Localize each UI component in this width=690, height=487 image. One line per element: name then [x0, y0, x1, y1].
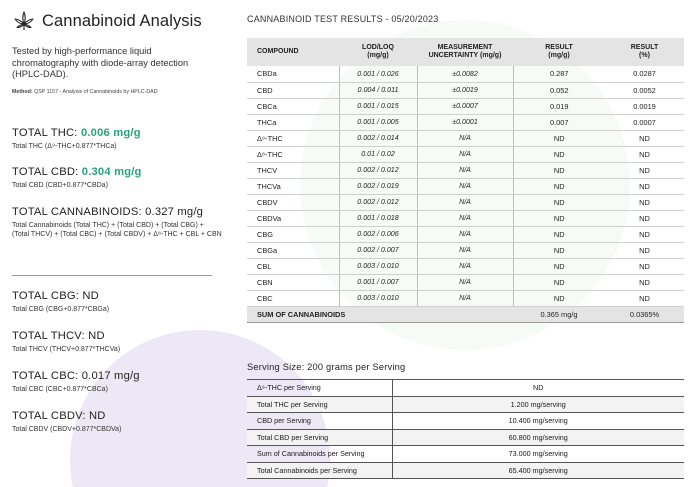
uncertainty-value: N/A: [417, 162, 513, 178]
table-row: [247, 290, 684, 306]
percent-value: ND: [605, 226, 684, 242]
compound-name: CBGa: [247, 242, 339, 258]
total-cbg-heading: TOTAL CBG: ND: [12, 290, 99, 302]
uncertainty-value: N/A: [417, 258, 513, 274]
serving-row: [247, 446, 684, 463]
table-row: [247, 210, 684, 226]
result-value: ND: [513, 194, 605, 210]
header-compound: COMPOUND: [247, 38, 339, 66]
lod-value: 0.001 / 0.015: [339, 98, 417, 114]
total-cbdv-heading: TOTAL CBDV: ND: [12, 410, 106, 422]
compound-name: CBL: [247, 258, 339, 274]
serving-value: 60.800 mg/serving: [392, 429, 684, 446]
lod-value: 0.002 / 0.012: [339, 194, 417, 210]
lod-value: 0.002 / 0.006: [339, 226, 417, 242]
result-value: ND: [513, 146, 605, 162]
uncertainty-value: N/A: [417, 178, 513, 194]
percent-value: 0.0007: [605, 114, 684, 130]
brand-section: [12, 8, 217, 95]
percent-value: ND: [605, 274, 684, 290]
serving-value: 10.400 mg/serving: [392, 413, 684, 430]
lod-value: 0.001 / 0.018: [339, 210, 417, 226]
results-header-row: [247, 38, 684, 66]
lod-value: 0.003 / 0.010: [339, 290, 417, 306]
lod-value: 0.001 / 0.005: [339, 114, 417, 130]
result-value: ND: [513, 242, 605, 258]
table-row: [247, 194, 684, 210]
table-row: [247, 242, 684, 258]
percent-value: ND: [605, 210, 684, 226]
serving-label: Sum of Cannabinoids per Serving: [247, 446, 392, 463]
serving-value: 1.200 mg/serving: [392, 396, 684, 413]
total-cannabinoids: [12, 206, 222, 239]
serving-label: Total Cannabinoids per Serving: [247, 462, 392, 479]
lod-value: 0.001 / 0.026: [339, 66, 417, 82]
compound-name: CBD: [247, 82, 339, 98]
percent-value: ND: [605, 194, 684, 210]
percent-value: ND: [605, 146, 684, 162]
header-res-unit: (mg/g): [548, 52, 570, 59]
lod-value: 0.003 / 0.010: [339, 258, 417, 274]
result-value: 0.007: [513, 114, 605, 130]
lod-value: 0.01 / 0.02: [339, 146, 417, 162]
uncertainty-value: ±0.0082: [417, 66, 513, 82]
uncertainty-value: N/A: [417, 194, 513, 210]
header-unc-unit: UNCERTAINTY (mg/g): [428, 52, 502, 59]
table-row: [247, 82, 684, 98]
serving-row: [247, 380, 684, 397]
uncertainty-value: N/A: [417, 290, 513, 306]
total-thc-value: 0.006 mg/g: [80, 127, 141, 139]
table-row: [247, 178, 684, 194]
method-label: Method:: [12, 88, 33, 95]
sum-result: 0.365 mg/g: [513, 306, 605, 322]
app-title: Cannabinoid Analysis: [42, 11, 202, 30]
total-thc: [12, 127, 222, 152]
percent-value: ND: [605, 290, 684, 306]
lod-value: 0.002 / 0.014: [339, 130, 417, 146]
lod-value: 0.004 / 0.011: [339, 82, 417, 98]
compound-name: CBG: [247, 226, 339, 242]
total-thc-label: TOTAL THC:: [12, 127, 78, 139]
total-thc-heading: [12, 127, 222, 139]
result-value: ND: [513, 130, 605, 146]
compound-name: Δ⁹-THC: [247, 130, 339, 146]
percent-value: 0.0287: [605, 66, 684, 82]
serving-row: [247, 429, 684, 446]
total-cbg: [12, 290, 222, 315]
result-value: 0.052: [513, 82, 605, 98]
header-res-title: RESULT: [545, 44, 573, 51]
uncertainty-value: ±0.0007: [417, 98, 513, 114]
header-lod-title: LOD/LOQ: [362, 44, 394, 51]
percent-value: ND: [605, 130, 684, 146]
total-cbd-label: TOTAL CBD:: [12, 166, 79, 178]
compound-name: CBDV: [247, 194, 339, 210]
result-value: ND: [513, 210, 605, 226]
header-uncertainty: [417, 38, 513, 66]
table-row: [247, 274, 684, 290]
serving-table: [247, 379, 684, 479]
total-thcv-formula: Total THCV (THCV+0.877*THCVa): [12, 346, 121, 353]
total-thcv: [12, 330, 222, 355]
serving-value: ND: [392, 380, 684, 397]
method-reference: [12, 89, 217, 95]
total-cbc-formula: Total CBC (CBC+0.877*CBCa): [12, 386, 108, 393]
table-row: [247, 226, 684, 242]
header-percent: [605, 38, 684, 66]
lod-value: 0.002 / 0.012: [339, 162, 417, 178]
uncertainty-value: N/A: [417, 146, 513, 162]
percent-value: ND: [605, 258, 684, 274]
compound-name: CBN: [247, 274, 339, 290]
percent-value: ND: [605, 242, 684, 258]
table-row: [247, 130, 684, 146]
compound-name: THCVa: [247, 178, 339, 194]
header-pct-title: RESULT: [630, 44, 659, 51]
total-cbc-heading: TOTAL CBC: 0.017 mg/g: [12, 370, 140, 382]
section-divider: [12, 275, 212, 276]
serving-label: Total CBD per Serving: [247, 429, 392, 446]
serving-size-title: Serving Size: 200 grams per Serving: [247, 362, 406, 372]
lod-value: 0.002 / 0.007: [339, 242, 417, 258]
result-value: 0.287: [513, 66, 605, 82]
sum-row: [247, 306, 684, 322]
serving-value: 73.000 mg/serving: [392, 446, 684, 463]
compound-name: CBCa: [247, 98, 339, 114]
result-value: ND: [513, 178, 605, 194]
total-cannabinoids-heading: TOTAL CANNABINOIDS: 0.327 mg/g: [12, 206, 204, 218]
header-pct-unit: (%): [639, 52, 650, 59]
table-row: [247, 114, 684, 130]
method-description: Tested by high-performance liquid chromatography with diode-array detection (HPLC-DAD).: [12, 46, 189, 80]
sum-percent: 0.0365%: [605, 306, 684, 322]
percent-value: ND: [605, 178, 684, 194]
serving-label: Δ⁹-THC per Serving: [247, 380, 392, 397]
report-title: CANNABINOID TEST RESULTS - 05/20/2023: [247, 14, 439, 24]
total-cbg-formula: Total CBG (CBG+0.877*CBGa): [12, 306, 110, 313]
total-cbdv-formula: Total CBDV (CBDV+0.877*CBDVa): [12, 426, 122, 433]
serving-row: [247, 462, 684, 479]
result-value: ND: [513, 290, 605, 306]
header-result: [513, 38, 605, 66]
header-lod-unit: (mg/g): [367, 52, 389, 59]
total-cbd-value: 0.304 mg/g: [81, 166, 142, 178]
compound-name: CBDa: [247, 66, 339, 82]
percent-value: 0.0052: [605, 82, 684, 98]
serving-value: 65.400 mg/serving: [392, 462, 684, 479]
total-thc-formula: Total THC (Δ⁹-THC+0.877*THCa): [12, 143, 117, 150]
lod-value: 0.001 / 0.007: [339, 274, 417, 290]
cannabis-leaf-icon: [12, 9, 36, 33]
percent-value: 0.0019: [605, 98, 684, 114]
table-row: [247, 162, 684, 178]
serving-row: [247, 413, 684, 430]
result-value: 0.019: [513, 98, 605, 114]
total-cbc: [12, 370, 222, 395]
table-row: [247, 258, 684, 274]
result-value: ND: [513, 162, 605, 178]
total-cannabinoids-formula: Total Cannabinoids (Total THC) + (Total CBD) + (Total CBG) + (Total THCV) + (Total CBC) + (Total CBDV) + Δ⁸-THC + CBL + CBN: [12, 222, 222, 238]
compound-name: CBC: [247, 290, 339, 306]
total-cbd: [12, 166, 222, 191]
sum-label: SUM OF CANNABINOIDS: [247, 306, 513, 322]
total-cbd-formula: Total CBD (CBD+0.877*CBDa): [12, 182, 108, 189]
compound-name: Δ⁸-THC: [247, 146, 339, 162]
total-cbd-heading: [12, 166, 222, 178]
table-row: [247, 66, 684, 82]
total-cbdv: [12, 410, 222, 435]
total-thcv-heading: TOTAL THCV: ND: [12, 330, 105, 342]
table-row: [247, 98, 684, 114]
serving-label: CBD per Serving: [247, 413, 392, 430]
uncertainty-value: N/A: [417, 274, 513, 290]
compound-name: THCa: [247, 114, 339, 130]
results-table: [247, 38, 684, 323]
compound-name: CBDVa: [247, 210, 339, 226]
result-value: ND: [513, 274, 605, 290]
header-lod: [339, 38, 417, 66]
uncertainty-value: N/A: [417, 242, 513, 258]
uncertainty-value: ±0.0019: [417, 82, 513, 98]
uncertainty-value: ±0.0001: [417, 114, 513, 130]
lod-value: 0.002 / 0.019: [339, 178, 417, 194]
compound-name: THCV: [247, 162, 339, 178]
result-value: ND: [513, 226, 605, 242]
result-value: ND: [513, 258, 605, 274]
method-text: QSP 1157 - Analysis of Cannabinoids by HPLC-DAD: [34, 88, 158, 95]
serving-row: [247, 396, 684, 413]
percent-value: ND: [605, 162, 684, 178]
uncertainty-value: N/A: [417, 210, 513, 226]
serving-label: Total THC per Serving: [247, 396, 392, 413]
uncertainty-value: N/A: [417, 130, 513, 146]
uncertainty-value: N/A: [417, 226, 513, 242]
table-row: [247, 146, 684, 162]
header-unc-title: MEASUREMENT: [437, 44, 493, 51]
logo-row: [12, 8, 217, 34]
